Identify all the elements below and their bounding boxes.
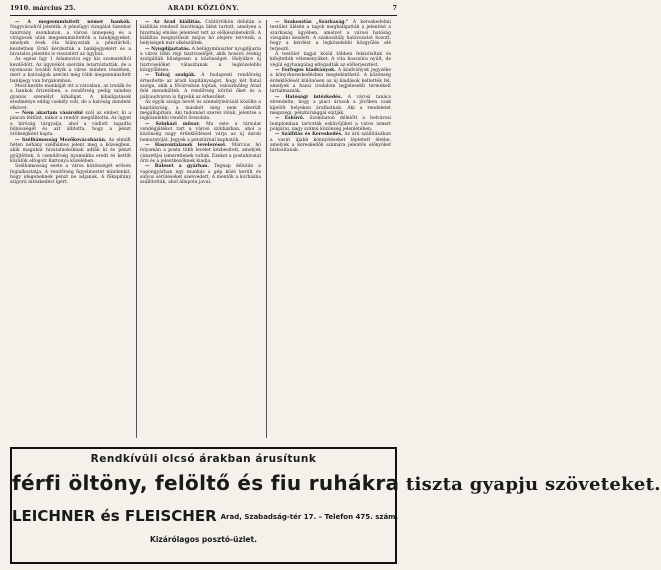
article-columns: [10, 20, 397, 438]
article-text: Csütörtökön délután a kiállítás rendező bizottsága ülést tartott, amelyen a bizottság elnöke jelentést tett az előkészületekről. A kiállítás megnyitását május hó elejére tervezik, a helyiségek már elkészültek.: [140, 20, 261, 47]
article-heading: — Szállítás és Kereskedés.: [275, 132, 343, 138]
article-paragraph: [270, 20, 391, 52]
article-text: Az árú szállításában a vasút újabb könnyítéseket léptetett életbe, amelyek a kereskedők számára jelentős előnyöket biztosítanak.: [270, 132, 391, 154]
article-text: Szélhámosság esete a város közönségét erősen foglalkoztatja. A rendőrség figyelmeztet mindenkit, hogy idegeneknek pénzt ne adjanak. A főkapitány szigorú intézkedést ígért.: [10, 164, 131, 186]
article-text: A belügyminiszter nyugdíjazta a város több régi tisztviselőjét, akik hosszú évekig szolgálták hűségesen a közönséget. Helyükre új tisztviselőket választanak a legközelebbi közgyűlésen.: [140, 46, 261, 74]
column-1: [10, 20, 131, 438]
article-text: A kiadványok jegyzéke a könyvkereskedésben megtekinthető. A közönség érdeklődését különösen az új kiadások keltették fel, amelyek a hazai irodalom legjelesebb termékeit tartalmazzák.: [270, 68, 391, 95]
column-3: [270, 20, 391, 438]
page-number: 7: [392, 4, 397, 12]
page-header: [10, 3, 397, 14]
column-2: [140, 20, 261, 438]
article-heading: — Szinházi műsor.: [145, 121, 200, 127]
article-text: Nagyváradról jelentik: A pénzügyi vizsgálat tizenhat tanítvány szombaton, a városi ünnepség és a virágosok után megsemmisítették a bankjegyeket, amelyek évek óta hiányoztak a pénztárból; kezdetben Ernő kérdeztük a bankjegyekért és a hivatalos jelentés is visszatért az ügyhöz.: [10, 25, 131, 58]
ad-tagline: Kizárólagos posztó-üzlet.: [150, 535, 257, 544]
article-heading: — Nyugdíjaztatás.: [145, 46, 191, 52]
article-heading: — Baleset a gyárban.: [145, 164, 209, 170]
article-text: Az egyik szolga nevét és személyleírását közölte a kapitányság, a másikét még nem sikerült megállapítani. Aki tudomást szerez róluk, jelentse a legközelebbi rendőri őrszobán.: [140, 100, 261, 122]
header-date: 1910. március 25.: [10, 4, 76, 12]
article-paragraph: [140, 164, 261, 185]
ad-products-rest: tiszta gyapju szöveteket.: [399, 474, 661, 495]
article-paragraph: [140, 143, 261, 164]
ad-headline: Rendkívüli olcsó árakban árusítunk: [90, 453, 317, 465]
article-text: Szombaton délelőtt a belvárosi templomban tartották esküvőjüket a város ismert polgárai, nagy számú közönség jelenlétében.: [270, 116, 391, 132]
article-heading: — A megsemmisített német bankók.: [15, 20, 131, 25]
article-paragraph: [140, 47, 261, 74]
column-divider: [266, 20, 267, 438]
article-text: Március hó folyamán a posta több levelet kézbesített, amelyek címzettjei ismeretlenek voltak. Ezeket a postahivatal őrzi és a jelentkezőknek kiadja.: [140, 142, 261, 164]
ad-company-name: LEICHNER és FLEISCHER: [12, 507, 217, 525]
article-paragraph: [270, 116, 391, 132]
article-paragraph: [270, 52, 391, 68]
article-paragraph: [10, 84, 131, 111]
ad-products-main: férfi öltöny, felöltő és fiu ruhákra: [12, 471, 400, 495]
article-heading: — Hatósági intézkedés.: [275, 94, 343, 100]
article-paragraph: [140, 100, 261, 121]
article-heading: — Forfogos kiadványok.: [275, 68, 336, 74]
article-text: Most-kezdte munkáját ott a városban, az irodák és a bankok őrizetében, a rendőrség pedig minden gyanús személyt kihallgat. A kihallgatások eredménye eddig csekély volt, de a hatóság mindent elkövet.: [10, 84, 131, 111]
ad-company: [12, 507, 399, 525]
article-paragraph: [10, 111, 131, 138]
article-paragraph: [140, 122, 261, 143]
article-paragraph: [270, 132, 391, 153]
ad-products: [12, 471, 661, 495]
ad-address: Arad, Szabadság-tér 17. – Telefon 475. szám.: [220, 512, 399, 521]
article-paragraph: [10, 20, 131, 57]
article-paragraph: [270, 95, 391, 116]
article-paragraph: [10, 57, 131, 84]
article-text: Az egész ügy 1 Adamovics egy kis szomszédtól kezdődött. Az ügynököt szerdán letartóztatták, de a nyomozás tovább folyik a város minden részében, mert a hatóságok szerint még több megsemmisített bankjegy van forgalomban.: [10, 57, 131, 84]
article-text: A budapesti rendőrség értesítette az aradi kapitányságot, hogy két fiatal szolga, akik a fővárosban loptak, valószínűleg Arad felé menekültek. A rendőrség körözi őket és a pályaudvaron is figyelik az érkezőket.: [140, 73, 261, 100]
article-paragraph: [140, 73, 261, 100]
advertisement: [10, 447, 661, 564]
article-heading: — Haszontalanok levelezései.: [145, 142, 227, 148]
article-text: szól az ember, ki a piacon feltűnt, mikor a rendőr megállította. Az ügyet a bíróság tárgyalja, ahol a vádlott tagadta bűnösségét és azt állította, hogy a pénzt örökségként kapta.: [10, 110, 132, 138]
article-heading: — Szakosztás „Szarkaság.": [275, 20, 349, 25]
article-text: Tegnap délután a vagongyárban egy munkás a gép közé került és súlyos sérüléseket szenvedett. A mentők a kórházba szállították, ahol állapota javul.: [140, 164, 261, 186]
article-heading: — Esküvő.: [275, 116, 305, 122]
article-paragraph: [10, 164, 131, 185]
article-text: Ma este a társulat vendégjátékot tart a városi színházban, ahol a közönség nagy érdeklődéssel várja az új darab bemutatóját. Jegyek a pénztárnál kaphatók.: [140, 121, 261, 143]
article-text: A testület tagjai közül többen felszólaltak és kifejtették véleményüket. A vita hosszúra nyúlt, de végül egyhangúlag elfogadták az előterjesztést.: [270, 52, 391, 68]
article-paragraph: [270, 68, 391, 95]
header-rule: [10, 15, 397, 16]
article-heading: — Nem akartam vásárolni: [15, 110, 83, 116]
article-text: A kereskedelmi testület ülésén a tagok meghallgatták a jelentést a szarkaság ügyében, amelyet a városi hatóság vizsgálni kezdett. A szakosztály határozatot hozott, hogy a kérdést a legközelebbi közgyűlés elé terjeszti.: [270, 20, 391, 52]
article-text: A városi tanács elrendelte, hogy a piaci árusok a jövőben csak kijelölt helyeken árulhatnak. Aki a rendeletet megszegi, pénzbírsággal sújtják.: [270, 94, 391, 116]
article-paragraph: [140, 20, 261, 47]
article-heading: — Tolvaj szolgák.: [145, 73, 196, 79]
article-heading: — Az Arad kiállítás.: [145, 20, 202, 25]
article-paragraph: [10, 138, 131, 165]
column-divider: [136, 20, 137, 438]
article-heading: — Szélhámosság Mezőkovácsházán.: [15, 137, 107, 143]
newspaper-title: ARADI KÖZLÖNY.: [167, 4, 240, 12]
article-text: Az elmúlt héten néhány szélhámos jelent meg a községben, akik magukat hivatalnokoknak adták ki és pénzt gyűjtöttek. A csendőrség nyomukba eredt és kettőt közülük elfogott Battonya közelében.: [10, 137, 131, 164]
